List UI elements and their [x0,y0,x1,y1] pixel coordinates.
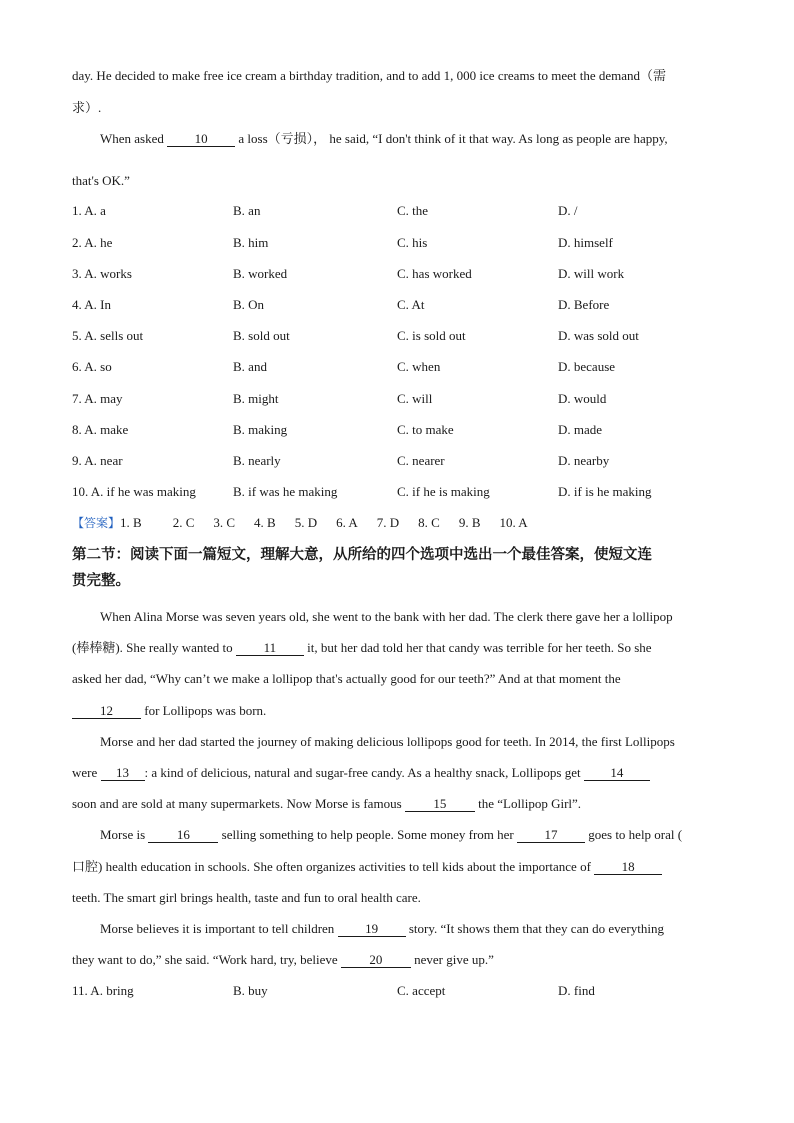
option-d: D. if is he making [558,484,652,499]
option-b: B. nearly [233,453,281,468]
text-segment: they want to do,” she said. “Work hard, try, believe [72,952,341,967]
answer-item: 2. C [172,515,195,530]
answer-item: 3. C [213,515,236,530]
section-heading [72,542,722,594]
option-b: B. worked [233,266,288,281]
question-row [72,234,722,252]
passage2-line [72,639,652,657]
text-segment: never give up.” [410,952,494,967]
blank-17: 17 [517,827,585,843]
option-a: 7. A. may [72,391,123,406]
text-segment: story. “It shows them that they can do everything [405,921,664,936]
option-c: C. his [397,235,428,250]
option-a: 6. A. so [72,359,112,374]
option-d: D. himself [558,235,613,250]
option-c: C. is sold out [397,328,466,343]
option-c: C. if he is making [397,484,490,499]
blank-14: 14 [584,765,650,781]
option-b: B. an [233,203,261,218]
option-d: D. because [558,359,616,374]
blank-10: 10 [167,131,235,147]
passage2-line: teeth. The smart girl brings health, taste and fun to oral health care. [72,890,421,905]
option-b: B. sold out [233,328,290,343]
option-d: D. Before [558,297,610,312]
passage2-line [100,826,682,844]
question-row [72,296,722,314]
passage2-line: asked her dad, “Why can’t we make a lollipop that's actually good for our teeth?” And at that moment the [72,671,621,686]
option-b: B. might [233,391,279,406]
text-segment: it, but her dad told her that candy was terrible for her teeth. So she [303,640,652,655]
question-row [72,390,722,408]
text-segment: goes to help oral ( [584,827,683,842]
option-a: 3. A. works [72,266,132,281]
option-d: D. will work [558,266,625,281]
option-c: C. when [397,359,441,374]
question-row [72,982,722,1000]
blank-18: 18 [594,859,662,875]
answer-item: 9. B [458,515,481,530]
question-row [72,358,722,376]
option-b: B. if was he making [233,484,338,499]
text-segment: were [72,765,101,780]
text-segment: Morse believes it is important to tell children [100,921,338,936]
passage2-line [72,951,494,969]
text-segment: Morse is [100,827,149,842]
text-segment: 口腔) health education in schools. She often organizes activities to tell kids about the importance of [72,859,595,874]
option-d: D. made [558,422,603,437]
passage2-line [72,702,266,720]
blank-15: 15 [405,796,475,812]
option-d: D. find [558,983,595,998]
passage2-line [72,764,650,782]
answer-item: 6. A [336,515,358,530]
option-a: 8. A. make [72,422,129,437]
option-b: B. him [233,235,269,250]
answer-item: 7. D [376,515,400,530]
answer-item: 10. A [499,515,528,530]
option-b: B. buy [233,983,268,998]
option-b: B. making [233,422,288,437]
question-row [72,452,722,470]
option-c: C. the [397,203,429,218]
text-segment: When asked [100,131,168,146]
text-segment: a loss（亏损） [235,131,314,146]
option-a: 5. A. sells out [72,328,144,343]
blank-16: 16 [148,827,218,843]
option-a: 9. A. near [72,453,123,468]
option-c: C. has worked [397,266,472,281]
blank-13: 13 [101,765,145,781]
option-d: D. was sold out [558,328,639,343]
blank-12: 12 [72,703,141,719]
option-c: C. will [397,391,433,406]
answer-item: 4. B [254,515,276,530]
text-segment: for Lollipops was born. [141,703,267,718]
text-segment: soon and are sold at many supermarkets. Now Morse is famous [72,796,405,811]
blank-20: 20 [341,952,411,968]
text-segment: (棒棒糖). She really wanted to [72,640,236,655]
passage2-line [72,795,581,813]
passage1-line: 求）. [72,100,102,115]
option-b: B. On [233,297,265,312]
question-row [72,421,722,439]
answer-item: 8. C [418,515,440,530]
answer-item: 5. D [294,515,318,530]
passage2-line [72,858,662,876]
passage2-line [100,920,664,938]
option-a: 11. A. bring [72,983,134,998]
answer-tag: 【答案】 [72,516,121,530]
passage2-line: When Alina Morse was seven years old, she went to the bank with her dad. The clerk there gave her a lollipop [100,609,673,624]
text-segment: selling something to help people. Some money from her [218,827,517,842]
answer-item: 1. B [120,515,142,530]
section-heading-line: 贯完整。 [72,573,130,589]
blank-11: 11 [236,640,304,656]
option-a: 10. A. if he was making [72,484,196,499]
option-d: D. nearby [558,453,610,468]
text-segment: : a kind of delicious, natural and sugar-free candy. As a healthy snack, Lollipops get [144,765,584,780]
question-row [72,327,722,345]
text-segment: ， he said, “I don't think of it that way. As long as people are happy, [313,131,668,146]
option-a: 1. A. a [72,203,106,218]
option-c: C. to make [397,422,454,437]
option-d: D. would [558,391,607,406]
question-row [72,202,722,220]
text-segment: the “Lollipop Girl”. [474,796,582,811]
blank-19: 19 [338,921,406,937]
option-c: C. accept [397,983,446,998]
option-b: B. and [233,359,267,374]
passage2-line: Morse and her dad started the journey of making delicious lollipops good for teeth. In 2014, the first Lollipops [100,734,675,749]
passage1-line [100,130,668,148]
passage1-line: that's OK.” [72,173,130,188]
section-heading-line: 第二节：阅读下面一篇短文，理解大意，从所给的四个选项中选出一个最佳答案，使短文连 [72,547,652,563]
answer-key [72,514,547,532]
option-c: C. At [397,297,425,312]
passage1-line: day. He decided to make free ice cream a birthday tradition, and to add 1, 000 ice creams to meet the demand（需 [72,68,667,83]
option-a: 4. A. In [72,297,111,312]
option-d: D. / [558,203,578,218]
question-row [72,265,722,283]
option-a: 2. A. he [72,235,113,250]
question-row [72,483,722,501]
option-c: C. nearer [397,453,445,468]
